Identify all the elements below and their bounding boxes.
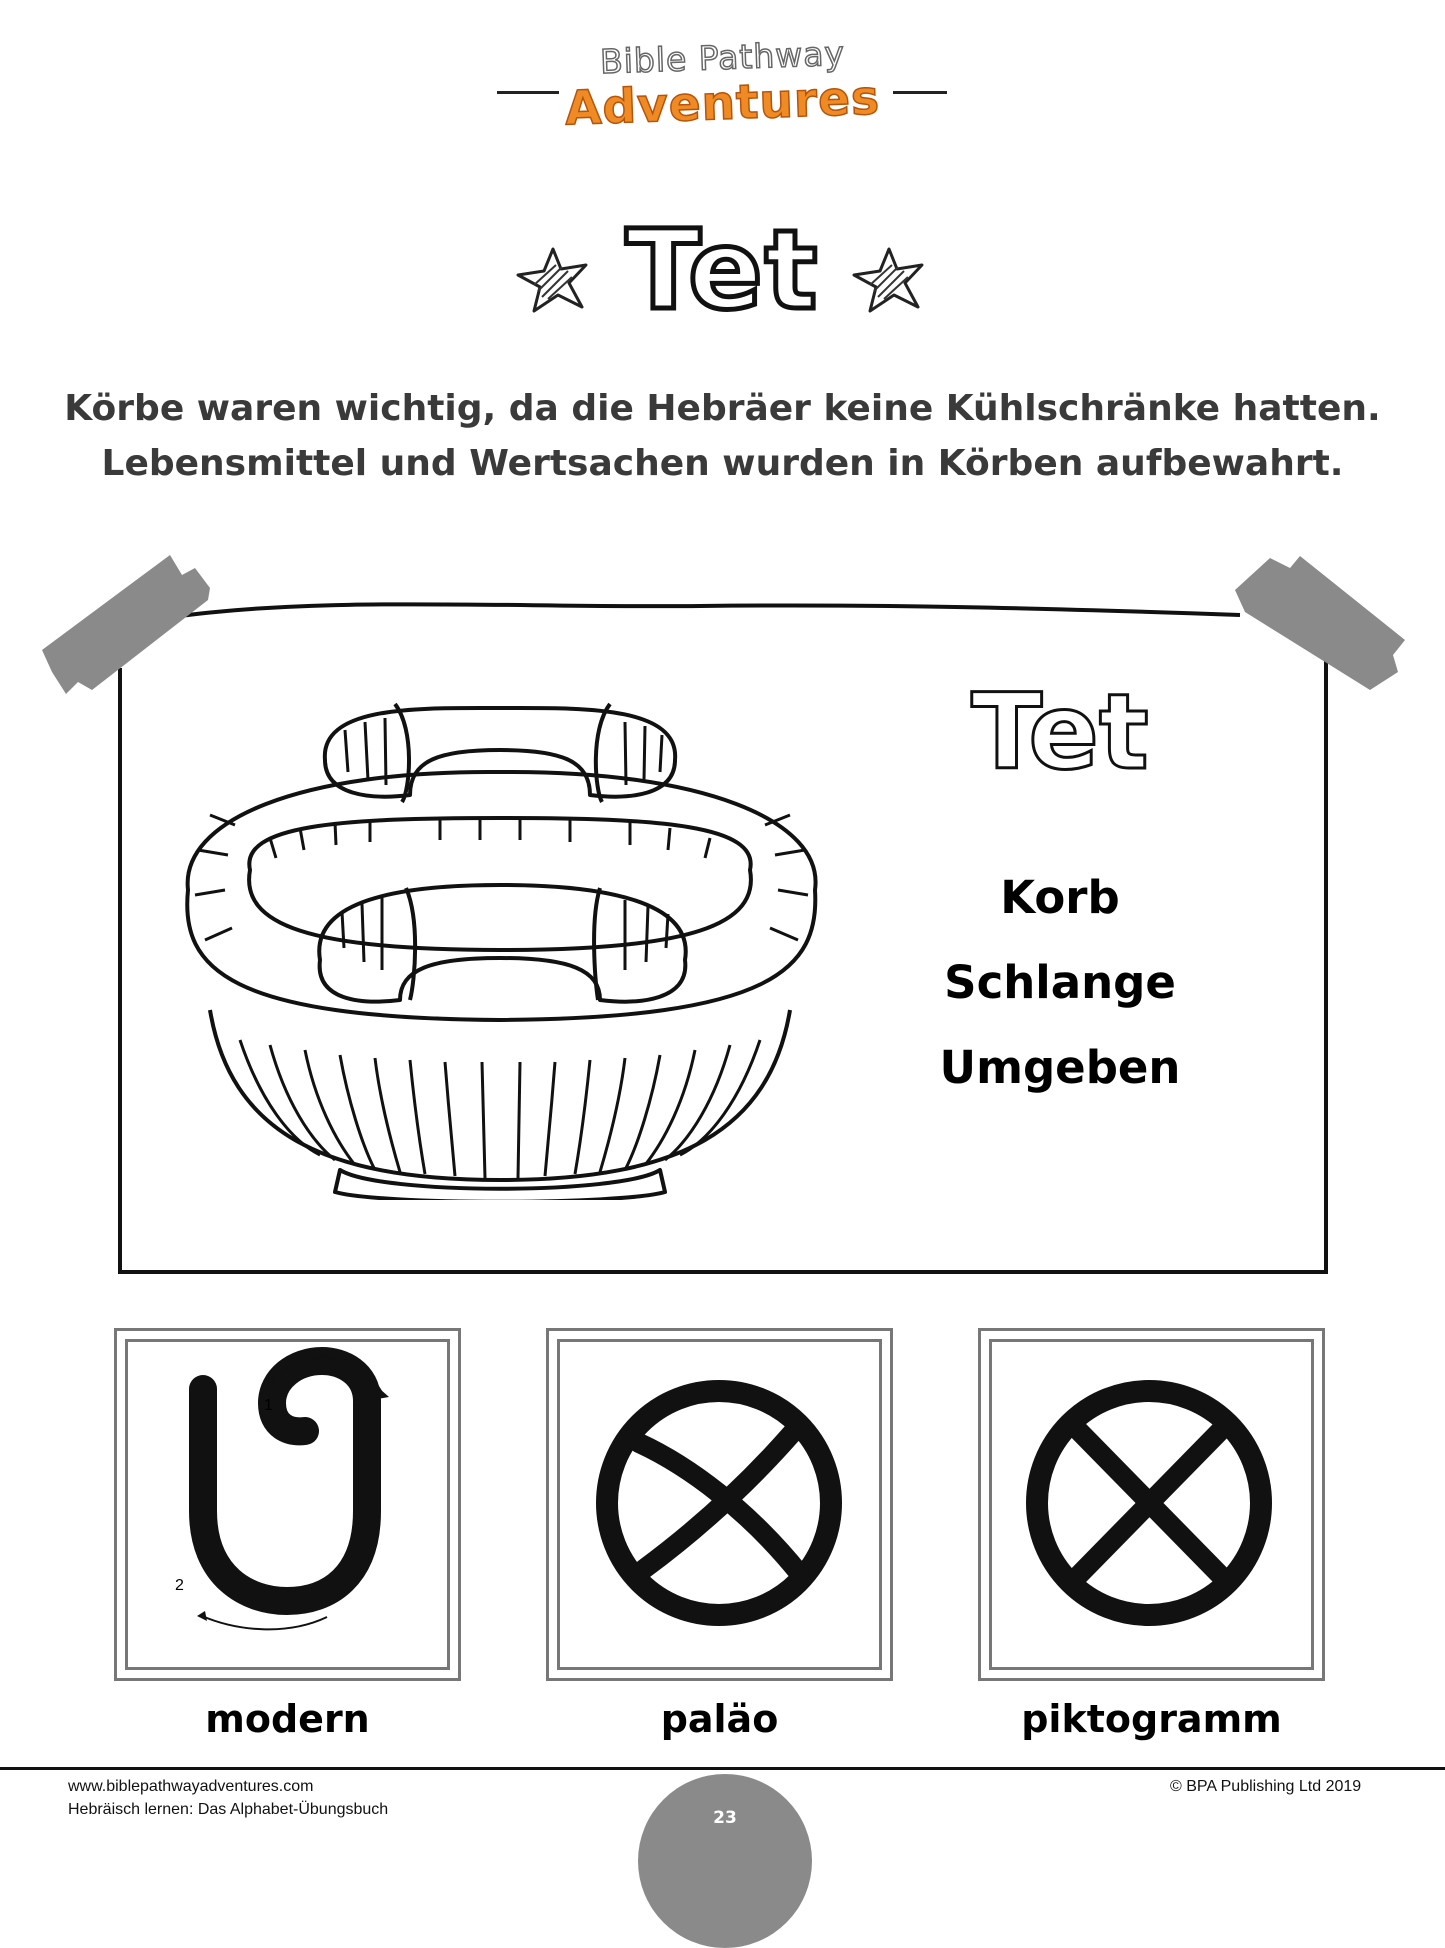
- logo-line-2: Adventures: [564, 70, 881, 137]
- basket-illustration: [170, 700, 840, 1200]
- letter-box-paleo: [546, 1328, 893, 1681]
- paleo-tet-circle-cross-icon: [549, 1331, 890, 1678]
- page-number: 23: [713, 1808, 737, 1828]
- letter-box-modern: [114, 1328, 461, 1681]
- word-item: Korb: [1000, 871, 1120, 924]
- stroke-number: 1: [264, 1397, 273, 1414]
- page-title: Tet: [625, 206, 820, 334]
- footer-rule: [0, 1767, 1445, 1770]
- pictogram-tet-circle-cross-icon: [981, 1331, 1322, 1678]
- intro-line-2: Lebensmittel und Wertsachen wurden in Körben aufbewahrt.: [101, 443, 1344, 484]
- letter-box-label: piktogramm: [1021, 1697, 1282, 1741]
- word-item: Umgeben: [939, 1041, 1181, 1094]
- footer-copyright: © BPA Publishing Ltd 2019: [1170, 1778, 1362, 1795]
- letter-box-label: paläo: [660, 1697, 779, 1741]
- letter-box-label: modern: [205, 1697, 370, 1741]
- modern-tet-letter-icon: [117, 1331, 458, 1678]
- word-item: Schlange: [944, 956, 1176, 1009]
- footer-website[interactable]: www.biblepathwayadventures.com: [68, 1778, 314, 1795]
- page-number-circle: [638, 1774, 812, 1948]
- intro-line-1: Körbe waren wichtig, da die Hebräer keine Kühlschränke hatten.: [64, 388, 1381, 429]
- logo-line-1: Bible Pathway: [599, 33, 846, 82]
- footer-book-title: Hebräisch lernen: Das Alphabet-Übungsbuch: [68, 1801, 389, 1818]
- letter-box-pictogram: [978, 1328, 1325, 1681]
- stroke-number: 2: [175, 1577, 184, 1594]
- panel-title: Tet: [971, 671, 1149, 793]
